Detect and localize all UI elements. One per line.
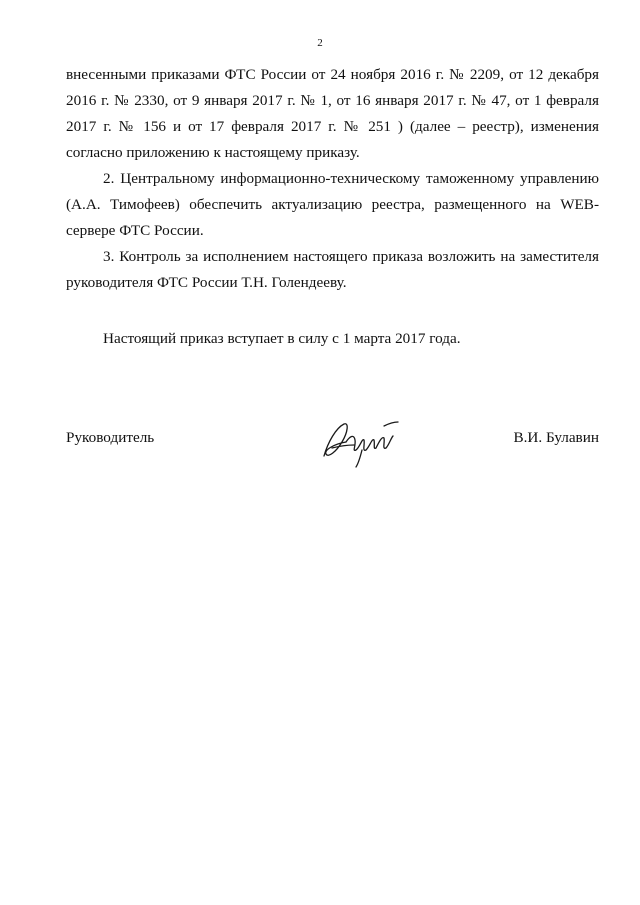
signatory-title: Руководитель <box>66 429 155 446</box>
paragraph-item-2: 2. Центральному информационно-техническому таможенному управлению (А.А. Тимофеев) обеспечить актуализацию реестра, размещенного на WEB-сервере ФТС России. <box>66 170 599 239</box>
signatory-name: В.И. Булавин <box>513 429 599 446</box>
effective-date-statement: Настоящий приказ вступает в силу с 1 марта 2017 года. <box>103 330 461 347</box>
paragraph-item-3: 3. Контроль за исполнением настоящего приказа возложить на заместителя руководителя ФТС России Т.Н. Голендееву. <box>66 248 599 291</box>
order-body <box>66 62 599 296</box>
page-number: 2 <box>317 37 323 49</box>
paragraph-registry-changes: внесенными приказами ФТС России от 24 ноября 2016 г. № 2209, от 12 декабря 2016 г. № 2330, от 9 января 2017 г. № 1, от 16 января 2017 г. № 47, от 1 февраля 2017 г. № 156 и от 17 февраля 2017 г. № 251 ) (далее – реестр), изменения согласно приложению к настоящему приказу. <box>66 66 599 161</box>
handwritten-signature-icon <box>318 412 402 470</box>
